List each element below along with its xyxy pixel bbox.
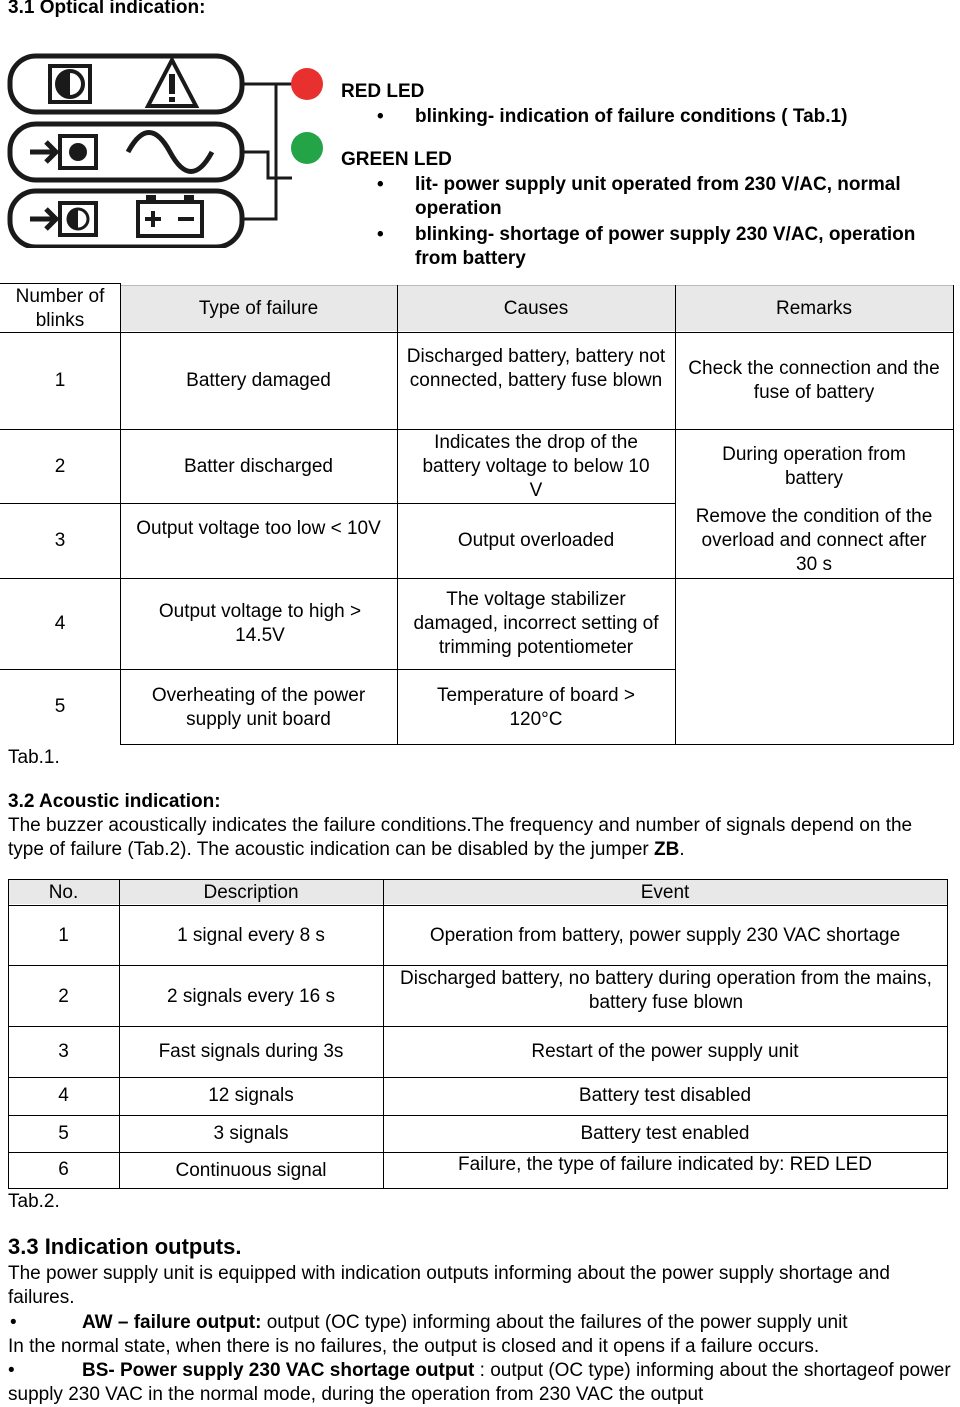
green-led-indicator	[291, 132, 323, 164]
half-circle-icon	[50, 66, 90, 102]
table-row: 2	[54, 456, 66, 477]
table2-header-event: Event	[640, 882, 690, 903]
table-row: 3	[58, 1041, 69, 1062]
table-cell-description: Continuous signal	[175, 1160, 327, 1181]
section-title-optical: 3.1 Optical indication:	[8, 0, 206, 18]
acoustic-paragraph: The buzzer acoustically indicates the failure conditions.The frequency and number of signals depend on the type of failure (Tab.2). The acoustic indication can be disabled by the jumper ZB.	[8, 815, 913, 860]
bs-output-item: • BS- Power supply 230 VAC shortage output : output (OC type) informing about the shortageof power supply 230 VAC in the normal mode, during the operation from 230 VAC the output	[8, 1360, 951, 1405]
table-row: 3	[54, 530, 66, 551]
arrow-dot-icon	[30, 136, 96, 168]
table-row: 4	[58, 1085, 69, 1106]
green-led-item-lit: • lit- power supply unit operated from 230 V/AC, normal operation	[415, 173, 955, 221]
aw-output-item: • AW – failure output: output (OC type) informing about the failures of the power supply unit	[10, 1312, 848, 1333]
table-cell-event: Battery test disabled	[578, 1085, 752, 1106]
sine-wave-icon	[128, 133, 212, 172]
table-cell-type: Overheating of the power supply unit board	[151, 685, 366, 730]
table-row: 1	[58, 925, 69, 946]
table-cell-cause: Indicates the drop of the battery voltage to below 10 V	[422, 432, 650, 501]
table-row: 5	[54, 696, 66, 717]
section-title-outputs: 3.3 Indication outputs.	[8, 1234, 242, 1259]
table-cell-description: 12 signals	[208, 1085, 294, 1106]
table1-caption: Tab.1.	[8, 747, 60, 768]
table-cell-type: Batter discharged	[184, 456, 333, 477]
table1-header-remarks: Remarks	[775, 298, 852, 319]
table1-header-type: Type of failure	[198, 298, 319, 319]
red-led-item: • blinking- indication of failure conditions ( Tab.1)	[415, 105, 955, 129]
table-row: 6	[58, 1159, 69, 1180]
red-led-indicator	[291, 68, 323, 100]
led-panel-diagram	[0, 48, 330, 248]
outputs-intro: The power supply unit is equipped with indication outputs informing about the power supply shortage and failures.	[8, 1263, 890, 1308]
green-led-label: GREEN LED	[341, 149, 452, 170]
table-cell-remark: Check the connection and the fuse of battery	[688, 358, 940, 403]
table-cell-description: 3 signals	[213, 1123, 289, 1144]
red-led-label: RED LED	[341, 81, 425, 102]
table-row: 2	[58, 986, 69, 1007]
table2-header-no: No.	[48, 882, 79, 903]
table-row: 1	[54, 370, 66, 391]
arrow-half-circle-icon	[30, 203, 96, 235]
table-cell-description: 2 signals every 16 s	[167, 986, 335, 1007]
table-cell-event: Discharged battery, no battery during operation from the mains, battery fuse blown	[400, 968, 932, 1013]
table-cell-type: Output voltage to high > 14.5V	[158, 601, 362, 646]
table-row: 4	[54, 613, 66, 634]
table-cell-event: Operation from battery, power supply 230 VAC shortage	[429, 925, 901, 946]
table-cell-event: Battery test enabled	[580, 1123, 750, 1144]
table-cell-remark: During operation from battery	[722, 444, 906, 489]
table-cell-cause: The voltage stabilizer damaged, incorrect setting of trimming potentiometer	[413, 589, 659, 658]
table-cell-event: Failure, the type of failure indicated by: RED LED	[458, 1154, 872, 1175]
table-cell-type: Output voltage too low < 10V	[136, 518, 381, 539]
table1-header-causes: Causes	[503, 298, 569, 319]
section-title-acoustic: 3.2 Acoustic indication:	[8, 791, 221, 812]
table-cell-type: Battery damaged	[186, 370, 331, 391]
table-cell-event: Restart of the power supply unit	[531, 1041, 799, 1062]
green-led-item-blinking: • blinking- shortage of power supply 230 V/AC, operation from battery	[415, 223, 960, 271]
table2-caption: Tab.2.	[8, 1191, 60, 1212]
warning-triangle-icon	[148, 60, 196, 106]
table-row: 5	[58, 1123, 69, 1144]
table-cell-cause: Discharged battery, battery not connected, battery fuse blown	[406, 346, 666, 391]
table2-header-description: Description	[203, 882, 299, 903]
table-cell-cause: Temperature of board > 120°C	[436, 685, 636, 730]
aw-output-note: In the normal state, when there is no failures, the output is closed and it opens if a failure occurs.	[8, 1336, 820, 1357]
table-cell-description: Fast signals during 3s	[158, 1041, 344, 1062]
table-cell-cause: Output overloaded	[457, 530, 615, 551]
table-cell-description: 1 signal every 8 s	[177, 925, 325, 946]
table-cell-remark: Remove the condition of the overload and connect after 30 s	[695, 506, 933, 575]
battery-icon	[138, 195, 202, 236]
table1-header-number: Number of blinks	[15, 286, 105, 331]
